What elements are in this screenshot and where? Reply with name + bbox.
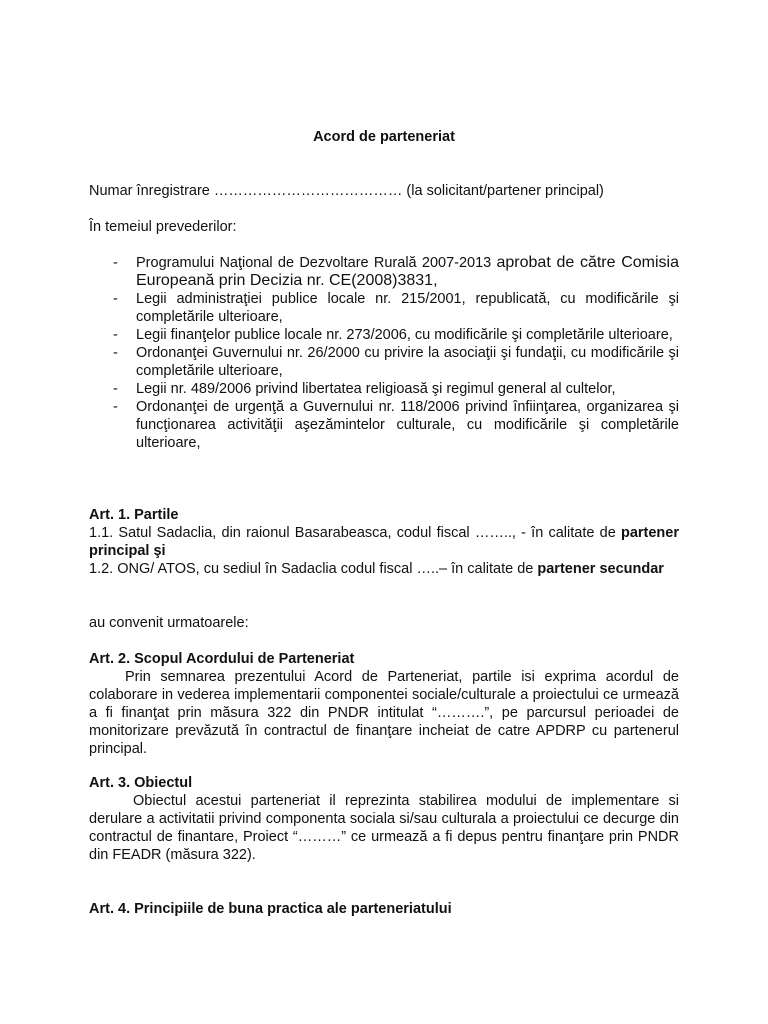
agreed-line: au convenit urmatoarele: bbox=[89, 615, 249, 631]
art2-heading: Art. 2. Scopul Acordului de Parteneriat bbox=[89, 651, 355, 667]
bullet-text: Programului Naţional de Dezvoltare Rurală 2007-2013 bbox=[136, 255, 497, 271]
legal-basis-list bbox=[89, 254, 679, 452]
art1-party1 bbox=[89, 524, 679, 560]
party1-role: partener principal şi bbox=[89, 525, 679, 559]
party2-role: partener secundar bbox=[537, 561, 664, 577]
list-item bbox=[89, 398, 679, 452]
registration-line: Numar înregistrare ………………………………… (la solicitant/partener principal) bbox=[89, 183, 604, 199]
list-item bbox=[89, 344, 679, 380]
bullet-text-large: aprobat de către Comisia Europeană prin Decizia nr. CE(2008)3831, bbox=[136, 254, 679, 289]
bullet-text: Legii administraţiei publice locale nr. 215/2001, republicată, cu modificările şi completările ulterioare, bbox=[136, 291, 679, 325]
list-item bbox=[89, 380, 679, 398]
document-title: Acord de parteneriat bbox=[313, 129, 455, 145]
list-item bbox=[89, 254, 679, 290]
bullet-text: Ordonanţei Guvernului nr. 26/2000 cu privire la asociaţii şi fundaţii, cu modificările şi completările ulterioare, bbox=[136, 345, 679, 379]
art3-text: Obiectul acestui parteneriat il reprezinta stabilirea modului de implementare si derulare a activitatii privind componenta sociala si/sau culturala a proiectului ce decurge din contractul de finantare, Proiect “………” ce urmează a fi depus pentru finanţare prin PNDR din FEADR (măsura 322). bbox=[89, 793, 679, 863]
party1-text: 1.1. Satul Sadaclia, din raionul Basarabeasca, codul fiscal …….., - în calitate de bbox=[89, 525, 621, 541]
bullet-text: Legii finanţelor publice locale nr. 273/2006, cu modificările şi completările ulterioare, bbox=[136, 327, 673, 343]
art4-heading: Art. 4. Principiile de buna practica ale parteneriatului bbox=[89, 901, 452, 917]
bullet-text: Legii nr. 489/2006 privind libertatea religioasă şi regimul general al cultelor, bbox=[136, 381, 616, 397]
art2-text: Prin semnarea prezentului Acord de Parteneriat, partile isi exprima acordul de colaborare in vederea implementarii componentei sociale/culturale a proiectului ce urmează a fi finanţat prin măsura 322 din PNDR intitulat “……….”, pe parcursul perioadei de monitorizare prevăzută în contractul de finanţare incheiat de catre APDRP cu partenerul principal. bbox=[89, 669, 679, 757]
art1-party2 bbox=[89, 560, 679, 578]
basis-intro: În temeiul prevederilor: bbox=[89, 219, 237, 235]
party2-text: 1.2. ONG/ ATOS, cu sediul în Sadaclia codul fiscal …..– în calitate de bbox=[89, 561, 538, 577]
art3-heading: Art. 3. Obiectul bbox=[89, 775, 193, 791]
list-item bbox=[89, 290, 679, 326]
bullet-text: Ordonanţei de urgenţă a Guvernului nr. 118/2006 privind înfiinţarea, organizarea şi funcţionarea activităţii aşezămintelor culturale, cu modificările şi completările ulterioare, bbox=[136, 399, 679, 451]
art1-heading: Art. 1. Partile bbox=[89, 507, 179, 523]
list-item bbox=[89, 326, 679, 344]
